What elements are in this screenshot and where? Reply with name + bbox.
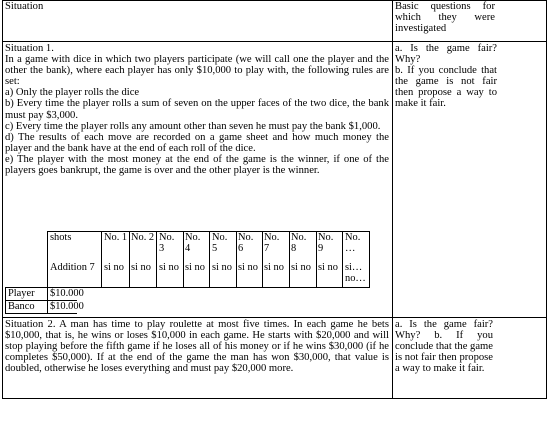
banco-label: Banco <box>8 301 35 312</box>
shots-line-bottom <box>5 313 77 314</box>
header-divider <box>2 41 547 42</box>
banco-value: $10.000 <box>50 301 84 312</box>
situation1-intro: In a game with dice in which two players participate (we will call one the player and the other the bank), where each player has only $10,000 to play with, the following rules are set: <box>5 54 389 88</box>
header-questions: Basic questions for which they were investigated <box>395 1 495 35</box>
shots-vline-3 <box>129 231 130 287</box>
shots-col-1-no: No. 1 <box>104 232 128 243</box>
table-border-right <box>546 0 547 399</box>
situation2-questions: a. Is the game fair? Why? b. If you conclude that the game is not fair then propose a way to make it fair. <box>395 319 493 375</box>
shots-vline-7 <box>236 231 237 287</box>
situation2-divider <box>2 317 547 318</box>
shots-vline-10 <box>316 231 317 287</box>
shots-col-3-addition: si no <box>159 262 179 273</box>
situation2-text: Situation 2. A man has time to play roulette at most five times. In each game he bets $10,000, that is, he wins or loses $10,000 in each game. He starts with $20,000 and will stop playing before the fifth game if he loses all of his money or if he wins $30,000 (if he completes $50,000). If at the end of the game the man has won $30,000, that value is doubled, otherwise he loses everything and must pay $20,000 more. <box>5 319 389 375</box>
shots-corner-top: shots <box>50 232 72 243</box>
shots-col-10-no: No. … <box>345 232 361 255</box>
rule-a: a) Only the player rolls the dice <box>5 87 140 99</box>
rule-c: c) Every time the player rolls any amount other than seven he must pay the bank $1,000. <box>5 120 381 132</box>
shots-col-4-no: No. 4 <box>185 232 201 255</box>
shots-col-10-addition: si… no… <box>345 262 366 285</box>
shots-col-2-addition: si no <box>131 262 151 273</box>
shots-vline-1 <box>47 231 48 314</box>
shots-col-4-addition: si no <box>185 262 205 273</box>
situation1-questions: a. Is the game fair? Why? b. If you conclude that the game is not fair then propose a way to make it fair. <box>395 43 497 110</box>
shots-vline-5 <box>183 231 184 287</box>
rule-d: d) The results of each move are recorded on a game sheet and how much money the player and the bank have at the end of each roll of the dice. <box>5 131 389 154</box>
shots-vline-12 <box>369 231 370 287</box>
player-value: $10.000 <box>50 288 84 299</box>
shots-vline-11 <box>342 231 343 287</box>
shots-col-3-no: No. 3 <box>159 232 175 255</box>
shots-col-8-no: No. 8 <box>291 232 307 255</box>
situation1-title: Situation 1. <box>5 43 54 54</box>
shots-col-7-no: No. 7 <box>264 232 280 255</box>
table-border-left <box>2 0 3 399</box>
shots-vline-4 <box>156 231 157 287</box>
shots-col-6-addition: si no <box>238 262 258 273</box>
header-situation: Situation <box>5 1 44 12</box>
table-border-bottom <box>2 398 547 399</box>
shots-corner-bottom: Addition 7 <box>50 262 95 273</box>
column-divider <box>392 0 393 399</box>
shots-col-5-no: No. 5 <box>212 232 228 255</box>
rule-e: e) The player with the most money at the end of the game is the winner, if one of the players goes bankrupt, the game is over and the other player is the winner. <box>5 153 389 177</box>
shots-col-2-no: No. 2 <box>131 232 155 243</box>
player-label: Player <box>8 288 35 299</box>
shots-col-9-no: No. 9 <box>318 232 334 255</box>
shots-col-8-addition: si no <box>291 262 311 273</box>
shots-vline-0 <box>5 287 6 314</box>
shots-col-5-addition: si no <box>212 262 232 273</box>
shots-col-1-addition: si no <box>104 262 124 273</box>
shots-col-9-addition: si no <box>318 262 338 273</box>
shots-vline-9 <box>289 231 290 287</box>
shots-vline-2 <box>101 231 102 287</box>
shots-vline-6 <box>209 231 210 287</box>
shots-vline-8 <box>262 231 263 287</box>
rule-b: b) Every time the player rolls a sum of seven on the upper faces of the two dice, the bank must pay $3,000. <box>5 98 389 121</box>
shots-col-7-addition: si no <box>264 262 284 273</box>
situation1-text <box>5 43 389 176</box>
shots-col-6-no: No. 6 <box>238 232 254 255</box>
